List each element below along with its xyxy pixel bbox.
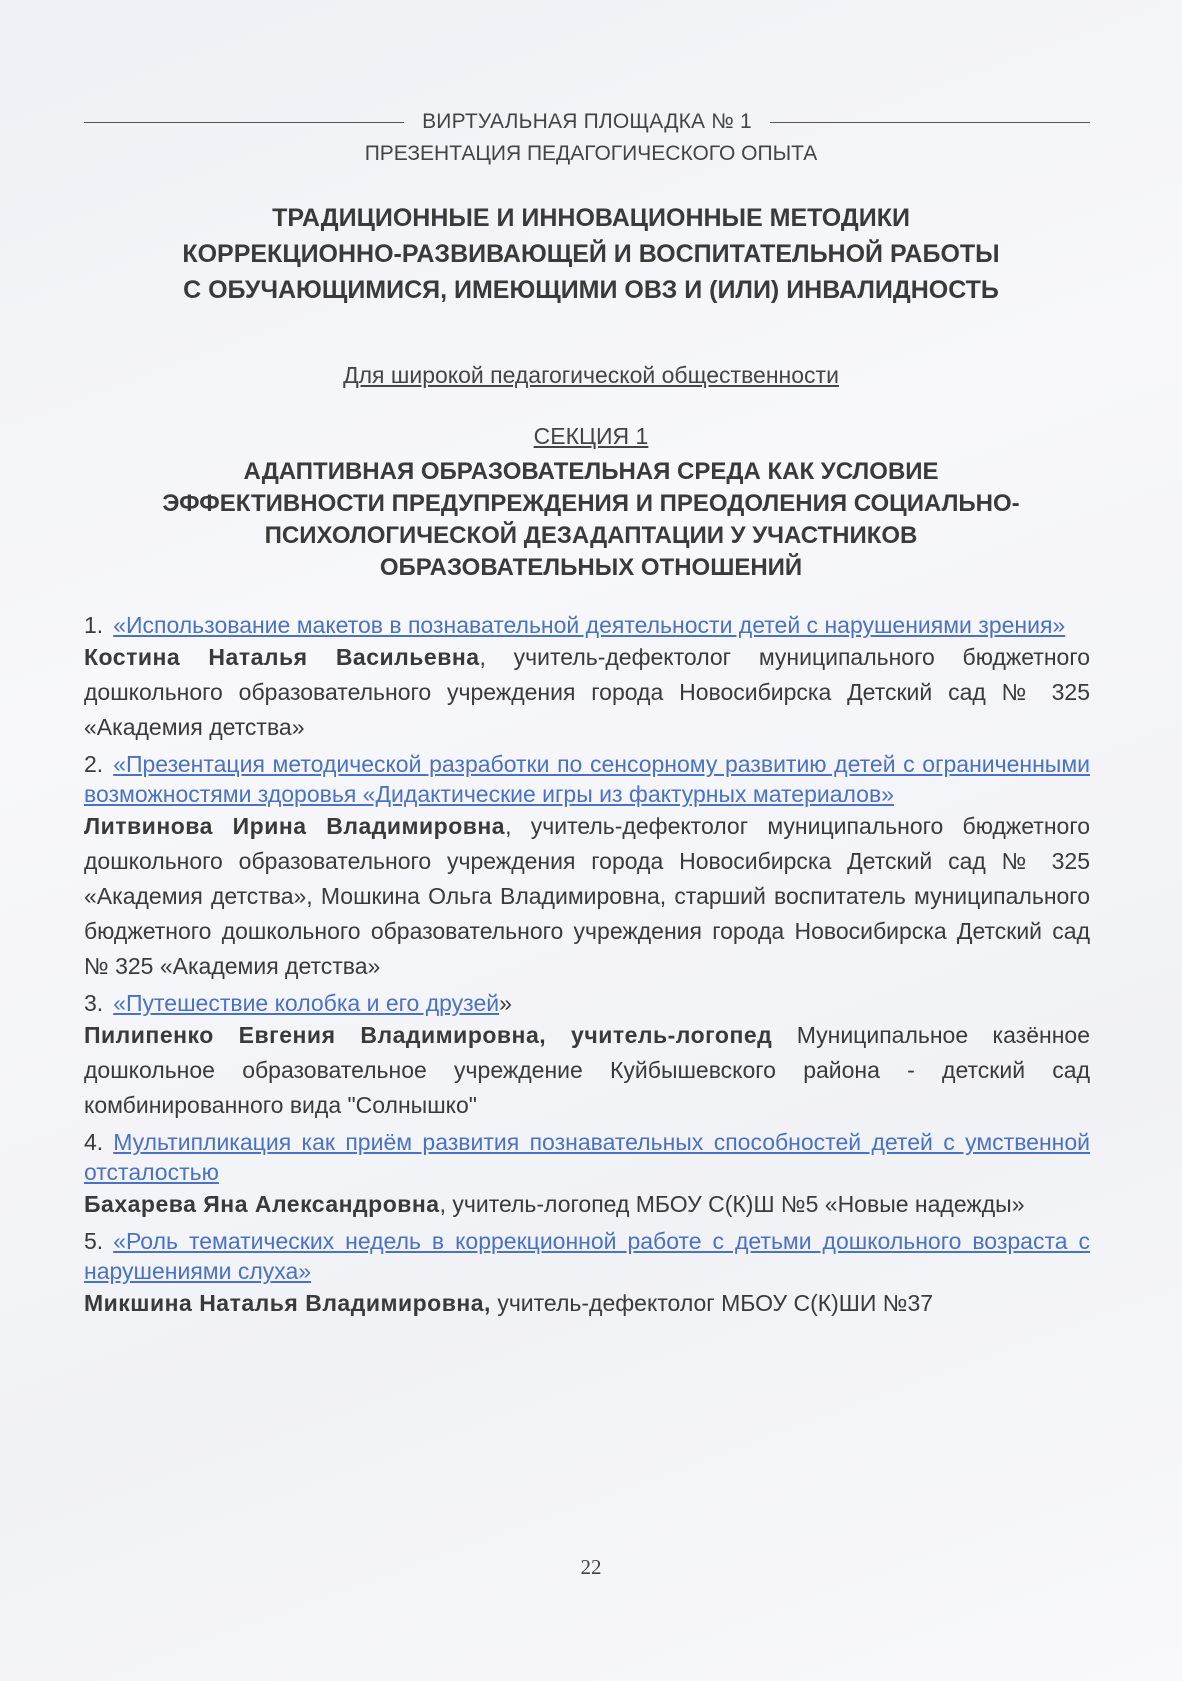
item-number: 1.: [84, 612, 104, 638]
author-affiliation: , учитель-логопед МБОУ С(К)Ш №5 «Новые надежды»: [439, 1191, 1025, 1217]
item-number: 2.: [84, 751, 104, 777]
author-line: [84, 1187, 1090, 1222]
venue-subtitle: ПРЕЗЕНТАЦИЯ ПЕДАГОГИЧЕСКОГО ОПЫТА: [364, 142, 818, 165]
section-title: [70, 456, 1112, 584]
author-affiliation: , учитель-дефектолог муниципального бюджетного дошкольного образовательного учреждения города Новосибирска Детский сад № 325 «Академия детства»: [84, 644, 1090, 740]
list-item: [84, 749, 1090, 984]
topic-line: [84, 749, 1090, 809]
topic-link[interactable]: Мультипликация как приём развития познавательных способностей детей с умственной отсталостью: [84, 1129, 1090, 1185]
topic-link[interactable]: «Путешествие колобка и его друзей: [113, 990, 500, 1016]
main-title-line: КОРРЕКЦИОННО-РАЗВИВАЮЩЕЙ И ВОСПИТАТЕЛЬНОЙ РАБОТЫ: [182, 240, 1000, 268]
item-number: 4.: [84, 1129, 104, 1155]
venue-header: [84, 110, 1090, 134]
list-item: [84, 988, 1090, 1123]
author-line: [84, 1286, 1090, 1321]
main-title: [60, 200, 1122, 308]
presentation-list: [84, 610, 1090, 1325]
section-title-line: АДАПТИВНАЯ ОБРАЗОВАТЕЛЬНАЯ СРЕДА КАК УСЛОВИЕ: [243, 458, 939, 485]
author-name: Костина Наталья Васильевна: [84, 644, 480, 670]
topic-link[interactable]: «Использование макетов в познавательной деятельности детей с нарушениями зрения»: [113, 612, 1066, 638]
topic-link[interactable]: «Роль тематических недель в коррекционной работе с детьми дошкольного возраста с нарушениями слуха»: [84, 1228, 1090, 1284]
list-item: [84, 1226, 1090, 1321]
topic-line: [84, 1226, 1090, 1286]
page-number: 22: [580, 1555, 602, 1579]
audience-label: Для широкой педагогической общественности: [343, 362, 839, 388]
author-line: [84, 640, 1090, 745]
author-name: Пилипенко Евгения Владимировна, учитель-логопед: [84, 1022, 773, 1048]
author-name: Микшина Наталья Владимировна,: [84, 1290, 491, 1316]
section-title-line: ПСИХОЛОГИЧЕСКОЙ ДЕЗАДАПТАЦИИ У УЧАСТНИКОВ: [264, 522, 918, 549]
main-title-line: С ОБУЧАЮЩИМИСЯ, ИМЕЮЩИМИ ОВЗ И (ИЛИ) ИНВАЛИДНОСТЬ: [183, 276, 999, 304]
author-name: Литвинова Ирина Владимировна: [84, 813, 506, 839]
list-item: [84, 610, 1090, 745]
main-title-line: ТРАДИЦИОННЫЕ И ИННОВАЦИОННЫЕ МЕТОДИКИ: [272, 204, 910, 232]
section-label: СЕКЦИЯ 1: [533, 423, 649, 449]
topic-link[interactable]: «Презентация методической разработки по сенсорному развитию детей с ограниченными возможностями здоровья «Дидактические игры из фактурных материалов»: [84, 751, 1090, 807]
header-rule-left: [84, 122, 404, 123]
author-affiliation: Муниципальное казённое дошкольное образовательное учреждение Куйбышевского района - детский сад комбинированного вида "Солнышко": [84, 1022, 1090, 1118]
author-line: [84, 1018, 1090, 1123]
section-title-line: ОБРАЗОВАТЕЛЬНЫХ ОТНОШЕНИЙ: [379, 554, 803, 581]
author-affiliation: , учитель-дефектолог муниципального бюджетного дошкольного образовательного учреждения города Новосибирска Детский сад № 325 «Академия детства», Мошкина Ольга Владимировна, старший воспитатель муниципального бюджетного дошкольного образовательного учреждения города Новосибирска Детский сад № 325 «Академия детства»: [84, 813, 1090, 979]
author-name: Бахарева Яна Александровна: [84, 1191, 440, 1217]
author-line: [84, 809, 1090, 984]
author-affiliation: учитель-дефектолог МБОУ С(К)ШИ №37: [490, 1290, 934, 1316]
topic-tail: »: [499, 990, 512, 1016]
section-title-line: ЭФФЕКТИВНОСТИ ПРЕДУПРЕЖДЕНИЯ И ПРЕОДОЛЕНИЯ СОЦИАЛЬНО-: [162, 490, 1020, 517]
header-rule-right: [770, 122, 1090, 123]
topic-line: [84, 610, 1090, 640]
venue-label: ВИРТУАЛЬНАЯ ПЛОЩАДКА № 1: [422, 110, 752, 133]
topic-line: [84, 988, 1090, 1018]
topic-line: [84, 1127, 1090, 1187]
list-item: [84, 1127, 1090, 1222]
item-number: 5.: [84, 1228, 104, 1254]
item-number: 3.: [84, 990, 104, 1016]
